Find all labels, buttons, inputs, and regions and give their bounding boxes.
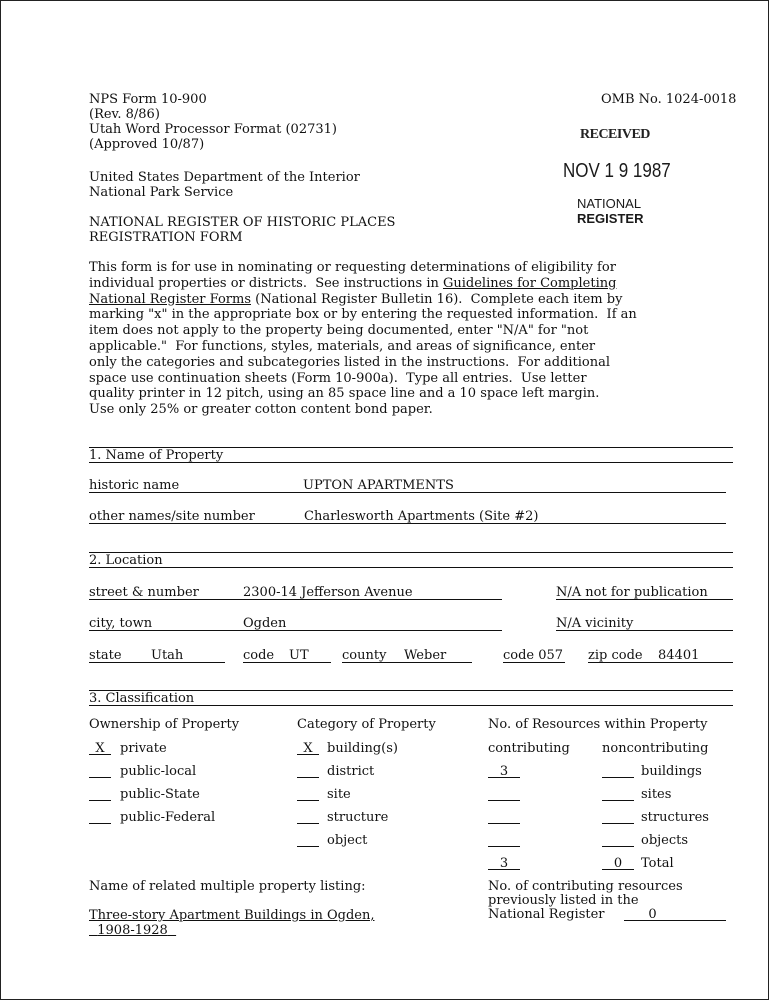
field-line — [89, 523, 726, 524]
field-line — [556, 630, 733, 631]
ownership-public-local-label: public-local — [120, 764, 197, 779]
agency-service: National Park Service — [89, 185, 234, 200]
noncontributing-total[interactable]: 0 — [613, 856, 623, 871]
ownership-header: Ownership of Property — [89, 717, 240, 732]
field-line — [602, 800, 634, 801]
resources-buildings-label: buildings — [641, 764, 702, 779]
previous-listed-line-1: No. of contributing resources — [488, 879, 683, 894]
field-line — [342, 662, 472, 663]
county-code: code 057 — [503, 648, 564, 663]
stamp-register: REGISTER — [577, 211, 644, 226]
field-line — [89, 599, 502, 600]
field-line — [243, 662, 331, 663]
county-label: county — [342, 648, 387, 663]
category-header: Category of Property — [297, 717, 436, 732]
section-rule — [89, 567, 733, 568]
field-line — [602, 846, 634, 847]
field-line — [488, 846, 520, 847]
field-line — [602, 823, 634, 824]
guidelines-title: Guidelines for Completing — [442, 275, 617, 291]
city-label: city, town — [89, 616, 153, 631]
instructions-paragraph: This form is for use in nominating or requesting determinations of eligibility for individual properties or districts. See instructions in Guidelines for Completing National Register Forms (National Register Bulletin 16). Complete each item by marking "x" in the appropriate box or by entering the requested information. If an item does not apply to the property being documented, enter "N/A" for "not applicable." For functions, styles, materials, and areas of significance, enter only the categories and subcategories listed in the instructions. For additional space use continuation sheets (Form 10-900a). Type all entries. Use letter quality printer in 12 pitch, using an 85 space line and a 10 space left margin. Use only 25% or greater cotton content bond paper. — [89, 260, 637, 418]
field-line — [488, 800, 520, 801]
vicinity: N/A vicinity — [556, 616, 634, 631]
checkbox-line — [297, 823, 319, 824]
checkbox-line — [297, 800, 319, 801]
checkbox-line — [297, 777, 319, 778]
related-listing-value: Three-story Apartment Buildings in Ogden, — [89, 908, 375, 923]
street-label: street & number — [89, 585, 199, 600]
field-line — [503, 662, 565, 663]
other-names-label: other names/site number — [89, 509, 255, 524]
form-title: NATIONAL REGISTER OF HISTORIC PLACES — [89, 215, 396, 230]
previous-listed-line-2: previously listed in the — [488, 893, 639, 908]
section-rule — [89, 705, 733, 706]
previous-listed-line-3: National Register — [488, 907, 605, 922]
checkbox-line — [89, 754, 111, 755]
resources-structures-label: structures — [641, 810, 709, 825]
section-1-heading: 1. Name of Property — [89, 448, 224, 463]
field-line — [488, 777, 520, 778]
guidelines-title-cont: National Register Forms — [89, 291, 251, 307]
state-value: Utah — [151, 648, 184, 663]
category-object-label: object — [327, 833, 368, 848]
checkbox-line — [89, 800, 111, 801]
section-rule — [89, 462, 733, 463]
ownership-public-state-label: public-State — [120, 787, 200, 802]
state-code-label: code — [243, 648, 275, 663]
other-names-value: Charlesworth Apartments (Site #2) — [304, 509, 539, 524]
form-approved: (Approved 10/87) — [89, 137, 205, 152]
not-for-publication: N/A not for publication — [556, 585, 708, 600]
zip-value: 84401 — [658, 648, 700, 663]
category-site-label: site — [327, 787, 351, 802]
historic-name-label: historic name — [89, 478, 180, 493]
field-line — [602, 777, 634, 778]
ownership-public-federal-label: public-Federal — [120, 810, 216, 825]
field-line — [488, 869, 520, 870]
category-building-checkbox[interactable]: X — [303, 741, 313, 756]
related-listing-value-cont: 1908-1928 — [97, 923, 168, 938]
category-building-label: building(s) — [327, 741, 398, 756]
received-stamp: RECEIVED — [580, 127, 650, 142]
section-rule — [89, 552, 733, 553]
field-line — [488, 823, 520, 824]
omb-number: OMB No. 1024-0018 — [601, 92, 737, 107]
contributing-total[interactable]: 3 — [499, 856, 509, 871]
related-listing-label: Name of related multiple property listing: — [89, 879, 366, 894]
zip-label: zip code — [588, 648, 643, 663]
contributing-buildings[interactable]: 3 — [499, 764, 509, 779]
checkbox-line — [89, 823, 111, 824]
field-line — [624, 920, 726, 921]
agency-department: United States Department of the Interior — [89, 170, 360, 185]
field-line — [89, 662, 225, 663]
previous-listed-value[interactable]: 0 — [648, 907, 657, 922]
section-2-heading: 2. Location — [89, 553, 163, 568]
checkbox-line — [89, 777, 111, 778]
form-subtitle: REGISTRATION FORM — [89, 230, 243, 245]
section-3-heading: 3. Classification — [89, 691, 195, 706]
form-revision: (Rev. 8/86) — [89, 107, 160, 122]
form-format: Utah Word Processor Format (02731) — [89, 122, 337, 137]
field-line — [602, 869, 634, 870]
checkbox-line — [297, 846, 319, 847]
field-line — [89, 492, 726, 493]
resources-total-label: Total — [641, 856, 674, 871]
category-district-label: district — [327, 764, 375, 779]
category-structure-label: structure — [327, 810, 389, 825]
resources-objects-label: objects — [641, 833, 689, 848]
city-value: Ogden — [243, 616, 287, 631]
state-label: state — [89, 648, 122, 663]
contributing-header: contributing — [488, 741, 570, 756]
form-number: NPS Form 10-900 — [89, 92, 207, 107]
historic-name-value: UPTON APARTMENTS — [303, 478, 454, 493]
field-line — [588, 662, 733, 663]
field-line — [89, 630, 502, 631]
ownership-private-checkbox[interactable]: X — [95, 741, 105, 756]
state-code-value: UT — [289, 648, 309, 663]
stamp-national: NATIONAL — [577, 196, 642, 211]
received-date-stamp: NOV 1 9 1987 — [563, 160, 671, 182]
resources-header: No. of Resources within Property — [488, 717, 708, 732]
noncontributing-header: noncontributing — [602, 741, 709, 756]
resources-sites-label: sites — [641, 787, 672, 802]
street-value: 2300-14 Jefferson Avenue — [243, 585, 413, 600]
county-value: Weber — [404, 648, 447, 663]
checkbox-line — [297, 754, 319, 755]
ownership-private-label: private — [120, 741, 167, 756]
field-line — [556, 599, 733, 600]
